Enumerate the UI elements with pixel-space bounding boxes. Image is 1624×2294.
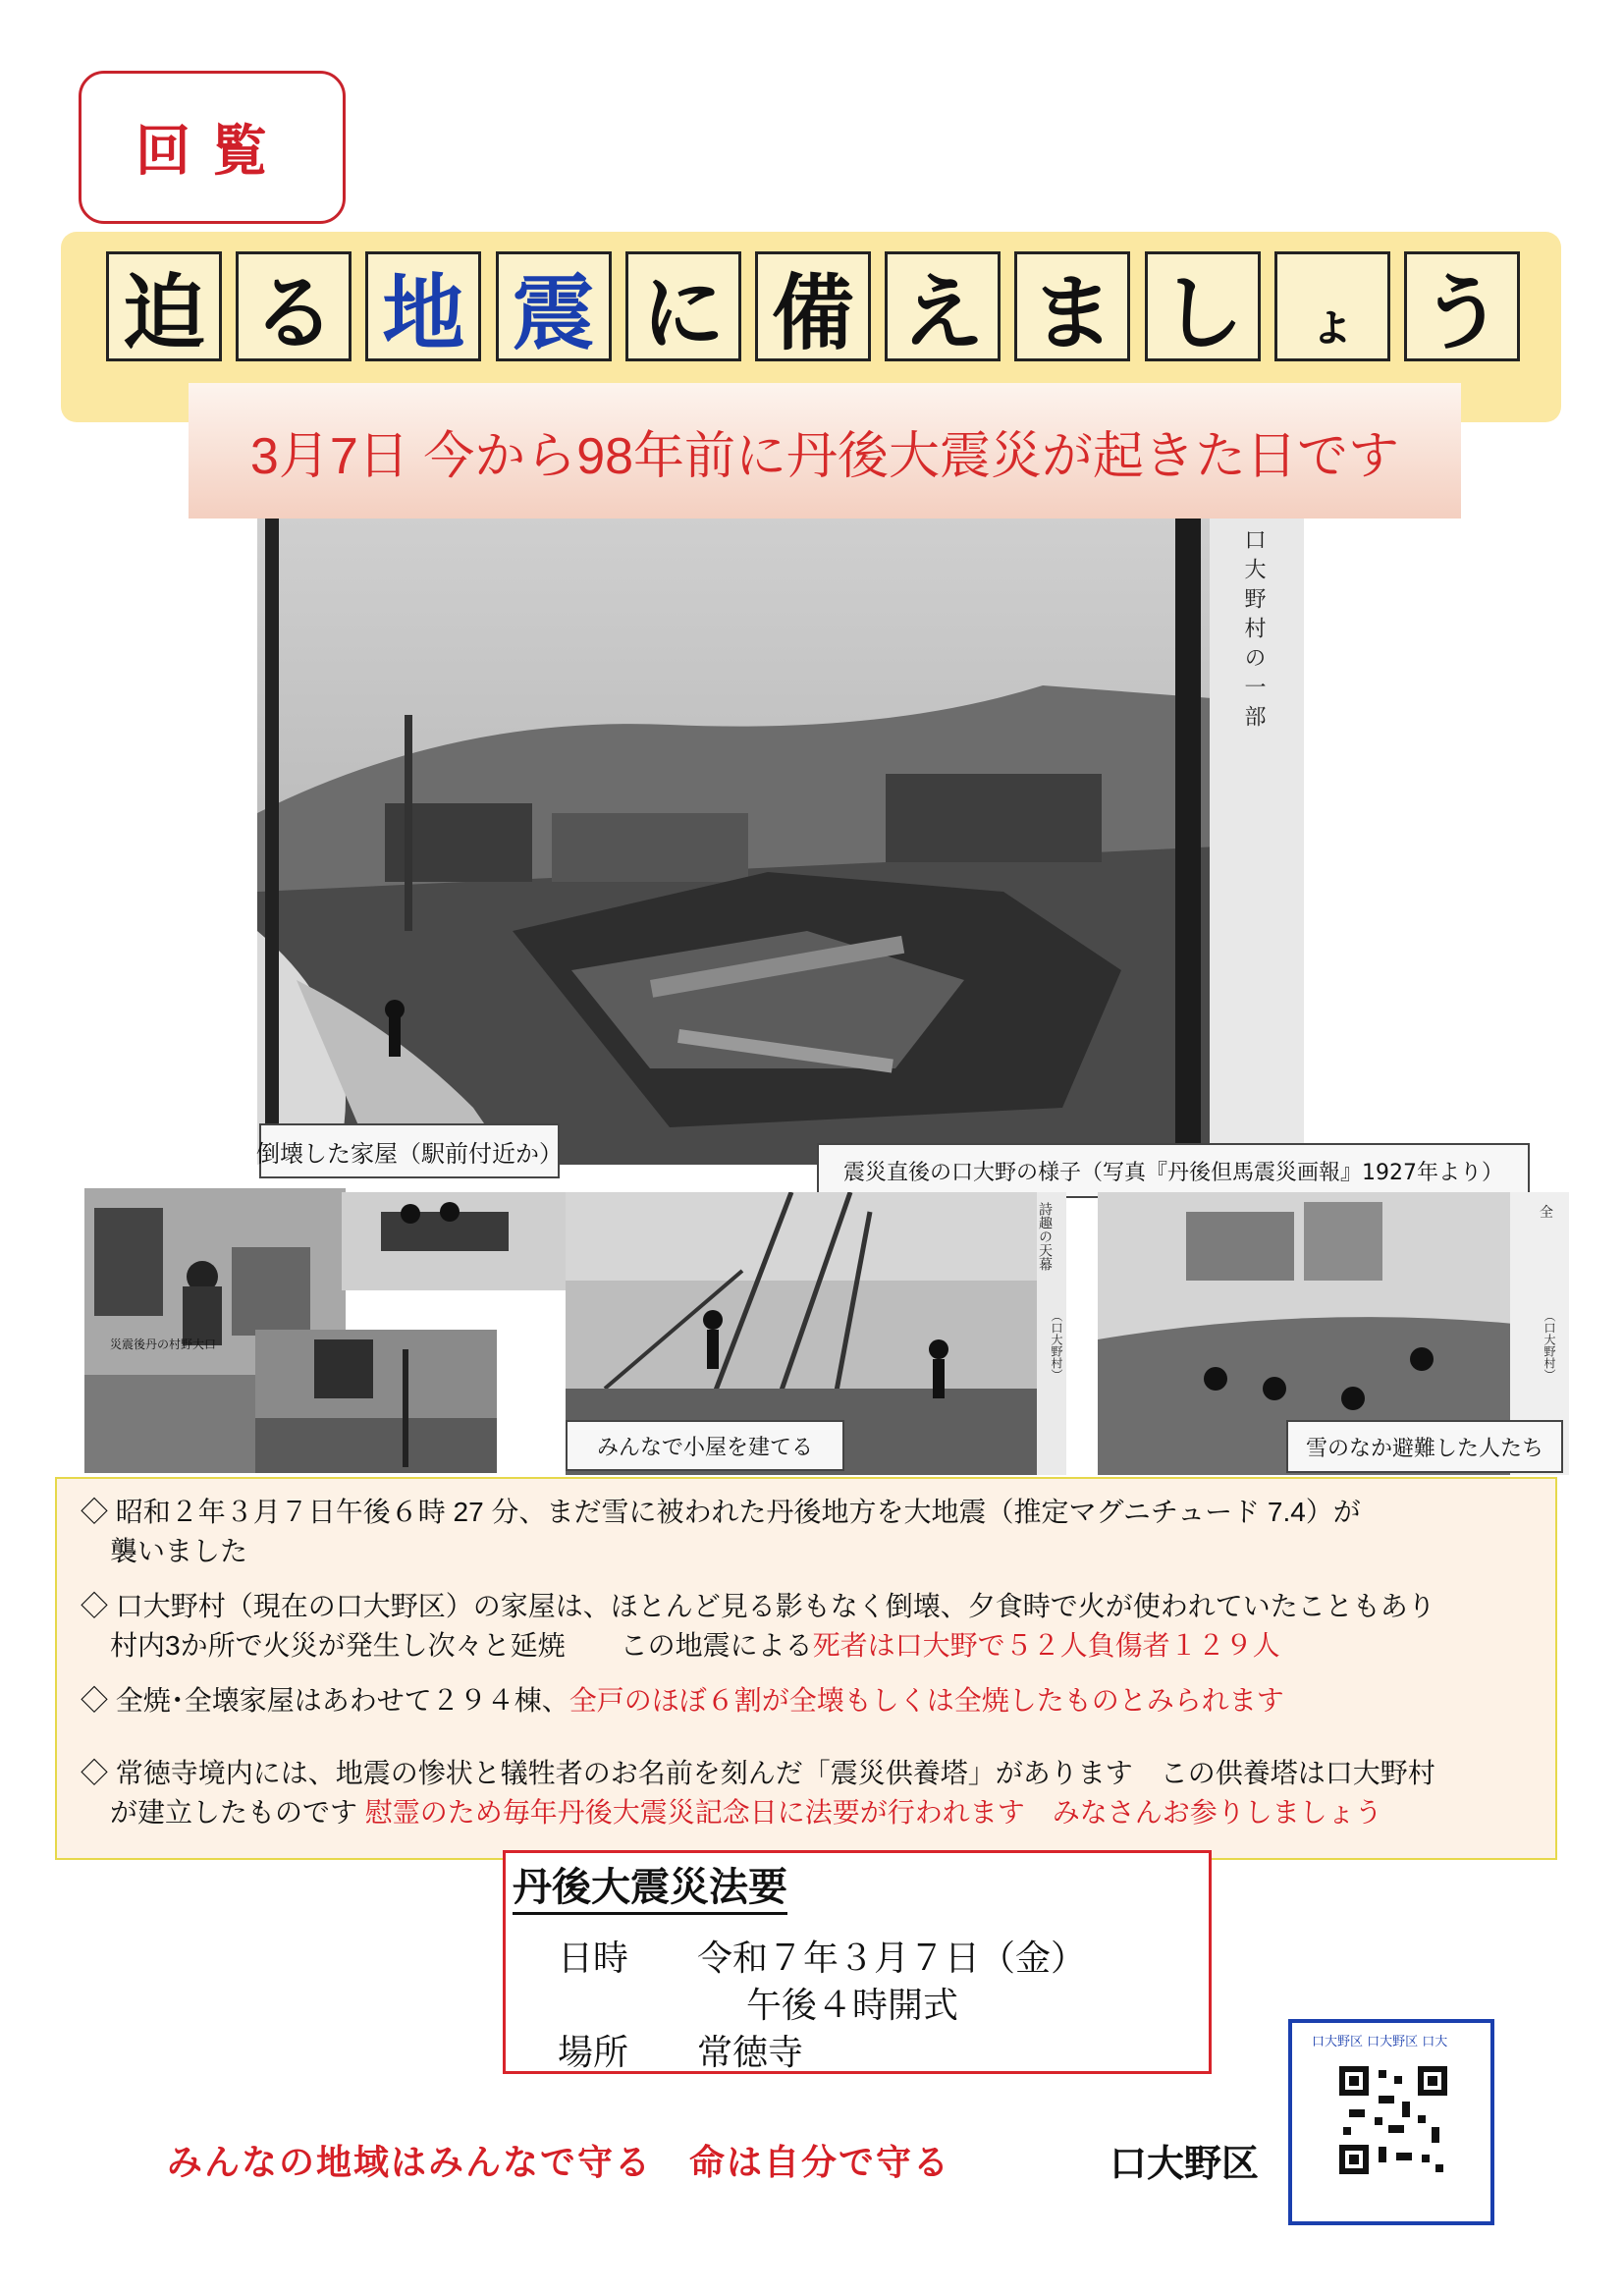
caption-evacuees: 雪のなか避難した人たち xyxy=(1286,1420,1563,1473)
title-char-7: ま xyxy=(1014,251,1130,361)
caption-building-huts: みんなで小屋を建てる xyxy=(566,1420,844,1471)
title-char-4: に xyxy=(625,251,741,361)
info-text: 全戸のほぼ６割が全壊もしくは全焼したものとみられます xyxy=(568,1685,1284,1716)
info-paragraph-2 xyxy=(81,1681,1543,1720)
subtitle-band xyxy=(189,383,1461,519)
info-paragraph-3 xyxy=(81,1754,1543,1832)
survivors-illustration xyxy=(342,1192,571,1290)
aftermath-inset-text: 災震後丹の村野大口 xyxy=(110,1338,217,1351)
info-text: 慰霊のため毎年丹後大震災記念日に法要が行われます みなさんお参りしましょう xyxy=(364,1797,1382,1828)
qr-pattern-icon xyxy=(1339,2066,1447,2174)
evacuees-side-text: 全 xyxy=(1540,1205,1553,1221)
title-char-2: 地 xyxy=(365,251,481,361)
memorial-service-title: 丹後大震災法要 xyxy=(513,1856,787,1915)
info-text: が建立したものです xyxy=(110,1797,365,1828)
huts-tag: （口大野村） xyxy=(1050,1310,1063,1381)
info-line xyxy=(81,1754,1543,1793)
info-text: ◇ 昭和２年３月７日午後６時 27 分、まだ雪に被われた丹後地方を大地震（推定マグニチュード 7.4）が xyxy=(81,1497,1361,1527)
date-value: 令和７年３月７日（金） xyxy=(697,1938,1087,1978)
photo-aftermath-bottom-right xyxy=(255,1330,497,1473)
title-char-5: 備 xyxy=(755,251,871,361)
info-text: 死者は口大野で５２人負傷者１２９人 xyxy=(812,1630,1280,1661)
evacuees-tag: （口大野村） xyxy=(1543,1310,1556,1381)
subtitle-text: 3月7日 今から98年前に丹後大震災が起きた日です xyxy=(249,427,1400,485)
info-text: ◇ 常徳寺境内には、地震の惨状と犠牲者のお名前を刻んだ「震災供養塔」があります この供養塔は口大野村 xyxy=(81,1758,1435,1788)
title-char-6: え xyxy=(885,251,1001,361)
info-line xyxy=(81,1587,1543,1626)
main-photo-side-text: 口大野村の一部 xyxy=(1241,528,1266,735)
info-line-continued xyxy=(81,1626,1543,1666)
info-line xyxy=(81,1681,1543,1720)
info-paragraph-1 xyxy=(81,1587,1543,1666)
caption-main-photo-source: 震災直後の口大野の様子（写真『丹後但馬震災画報』1927年より） xyxy=(817,1143,1530,1198)
info-line-continued xyxy=(81,1793,1543,1832)
title-char-1: る xyxy=(236,251,352,361)
info-text: ◇ 口大野村（現在の口大野区）の家屋は、ほとんど見る影もなく倒壊、夕食時で火が使われていたこともあり xyxy=(81,1591,1435,1621)
caption-collapsed-house: 倒壊した家屋（駅前付近か） xyxy=(259,1123,560,1178)
rubble-illustration xyxy=(255,1330,497,1473)
info-line xyxy=(81,1493,1543,1532)
history-info-box xyxy=(55,1477,1557,1860)
time-value: 午後４時開式 xyxy=(746,1985,959,2025)
info-text: ◇ 全焼･全壊家屋はあわせて２９４棟、 xyxy=(81,1685,569,1716)
photo-aftermath-top-right xyxy=(342,1192,571,1290)
circulation-stamp xyxy=(79,71,346,224)
district-name: 口大野区 xyxy=(1110,2142,1260,2185)
title-char-9: ょ xyxy=(1274,251,1390,361)
info-text: 襲いました xyxy=(110,1536,248,1566)
title-char-0: 迫 xyxy=(106,251,222,361)
place-label: 場所 xyxy=(558,2032,629,2072)
title-char-3: 震 xyxy=(496,251,612,361)
main-earthquake-photo xyxy=(257,519,1304,1165)
title-char-10: う xyxy=(1404,251,1520,361)
qr-border-text: 口大野区 口大野区 口大 xyxy=(1312,2035,1448,2049)
title-heading xyxy=(106,251,1520,367)
stamp-label: 回覧 xyxy=(135,120,289,184)
date-label: 日時 xyxy=(558,1938,629,1978)
info-text: 村内3か所で火災が発生し次々と延焼 この地震による xyxy=(110,1630,813,1661)
info-line-continued xyxy=(81,1532,1543,1571)
huts-side-text: 詩趣の天幕 xyxy=(1037,1202,1053,1271)
footer-motto: みんなの地域はみんなで守る 命は自分で守る xyxy=(167,2143,951,2183)
place-value: 常徳寺 xyxy=(697,2032,804,2072)
title-char-8: し xyxy=(1145,251,1261,361)
info-paragraph-0 xyxy=(81,1493,1543,1571)
qr-code[interactable] xyxy=(1288,2019,1494,2225)
collapsed-houses-illustration xyxy=(257,519,1304,1165)
